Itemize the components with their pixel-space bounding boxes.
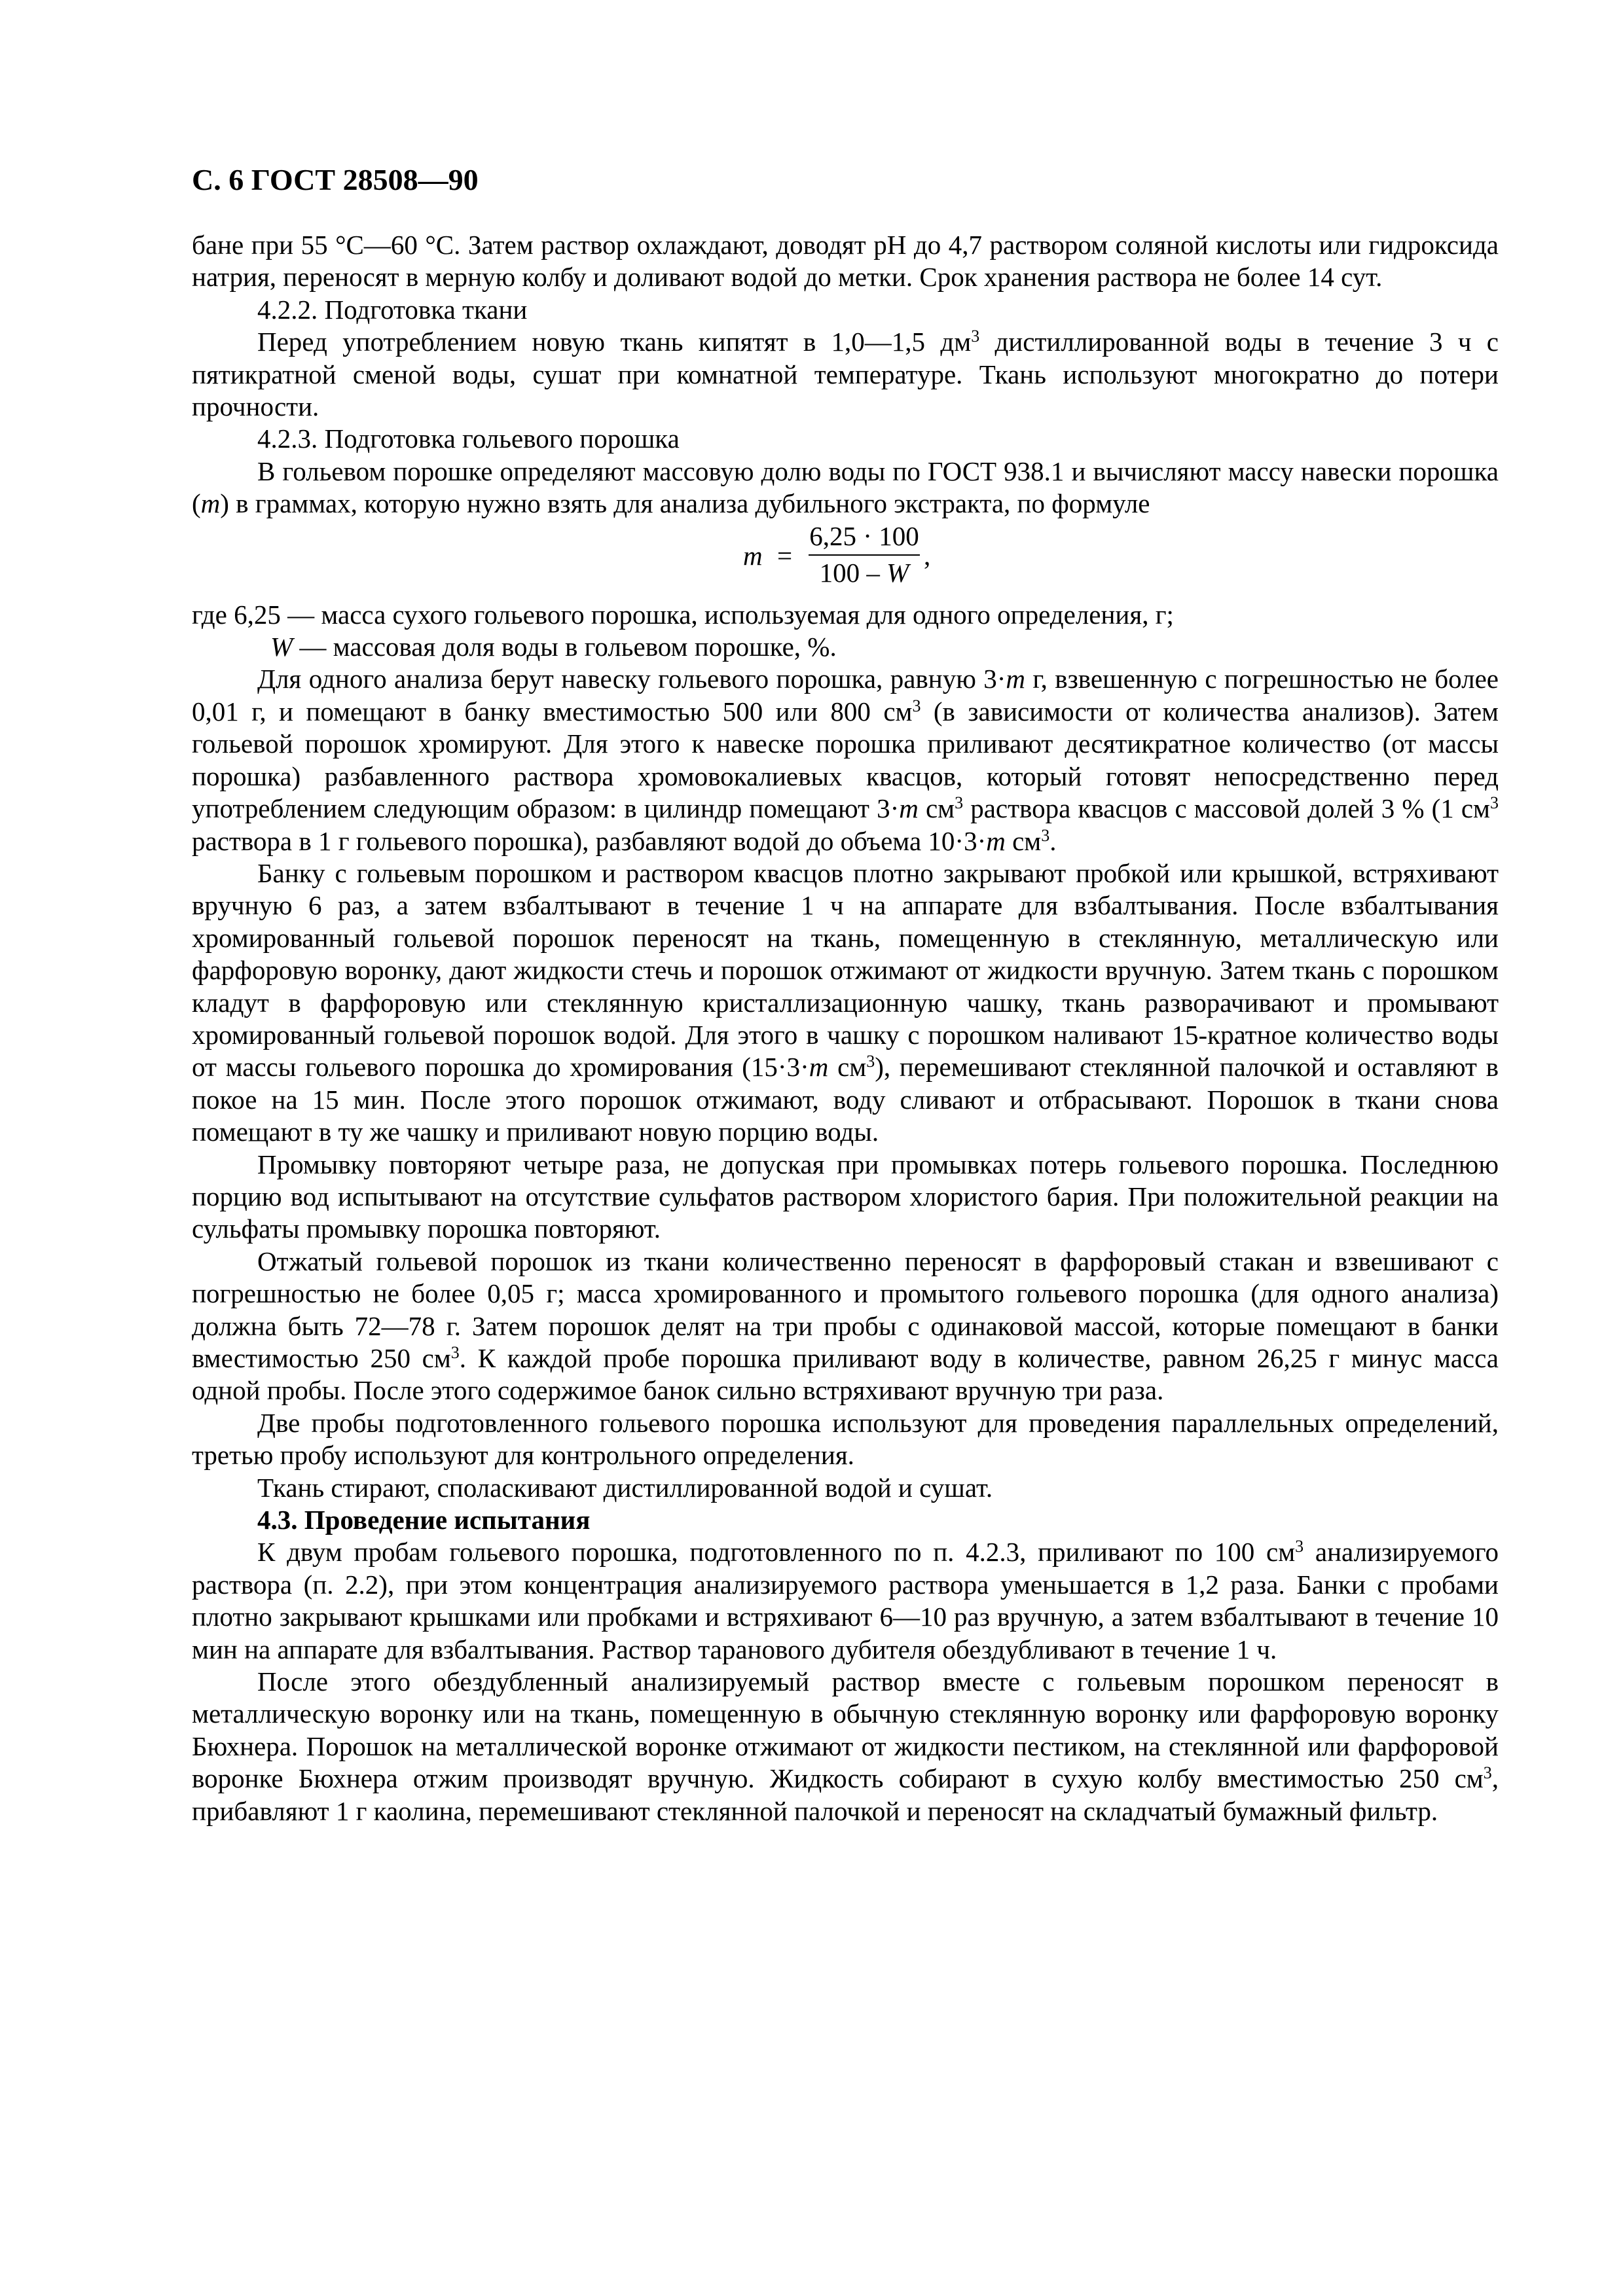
paragraph: В гольевом порошке определяют массовую долю воды по ГОСТ 938.1 и вычисляют массу навески порошка (m) в граммах, которую нужно взять для анализа дубильного экстракта, по формуле: [192, 456, 1499, 519]
formula-equals: =: [777, 540, 793, 571]
formula-explanation: где 6,25 — масса сухого гольевого порошка, используемая для одного определения, г;: [192, 599, 1174, 630]
subsection-heading: 4.2.3. Подготовка гольевого порошка: [257, 423, 680, 454]
paragraph: Банку с гольевым порошком и раствором квасцов плотно закрывают пробкой или крышкой, встряхивают вручную 6 раз, а затем взбалтывают в течение 1 ч на аппарате для взбалтывания. После взбалтывания хромированный гольевой порошок переносят на ткань, помещенную в стеклянную, металлическую или фарфоровую воронку, дают жидкости стечь и порошок отжимают от жидкости вручную. Затем ткань с порошком кладут в фарфоровую или стеклянную кристаллизационную чашку, ткань разворачивают и промывают хромированный гольевой порошок водой. Для этого в чашку с порошком наливают 15-кратное количество воды от массы гольевого порошка до хромирования (15·3·m $см^3$), перемешивают стеклянной палочкой и оставляют в покое на 15 мин. После этого порошок отжимают, воду сливают и отбрасывают. Порошок в ткани снова помещают в ту же чашку и приливают новую порцию воды.: [192, 857, 1499, 1147]
formula-lhs: m: [743, 540, 763, 571]
formula-explanation: W — массовая доля воды в гольевом порошке, %.: [270, 632, 837, 662]
formula-fraction: [809, 520, 920, 588]
subsection-heading: 4.2.2. Подготовка ткани: [257, 294, 528, 325]
paragraph: К двум пробам гольевого порошка, подготовленного по п. 4.2.3, приливают по 100 $см^3$ анализируемого раствора (п. 2.2), при этом концентрация анализируемого раствора уменьшается в 1,2 раза. Банки с пробами плотно закрывают крышками или пробками и встряхивают 6—10 раз вручную, а затем взбалтывают в течение 10 мин на аппарате для взбалтывания. Раствор таранового дубителя обездубливают в течение 1 ч.: [192, 1537, 1499, 1664]
paragraph: Отжатый гольевой порошок из ткани количественно переносят в фарфоровый стакан и взвешивают с погрешностью не более 0,05 г; масса хромированного и промытого гольевого порошка (для одного анализа) должна быть 72—78 г. Затем порошок делят на три пробы с одинаковой массой, которые помещают в банки вместимостью 250 $см^3$. К каждой пробе порошка приливают воду в количестве, равном 26,25 г минус масса одной пробы. После этого содержимое банок сильно встряхивают вручную три раза.: [192, 1246, 1499, 1406]
formula-comma: ,: [924, 540, 931, 571]
paragraph: Перед употреблением новую ткань кипятят в 1,0—1,5 $дм^3$ дистиллированной воды в течение 3 ч с пятикратной сменой воды, сушат при комнатной температуре. Ткань используют многократно до потери прочности.: [192, 327, 1499, 422]
paragraph: После этого обездубленный анализируемый раствор вместе с гольевым порошком переносят в металлическую воронку или на ткань, помещенную в обычную стеклянную воронку или фарфоровую воронку Бюхнера. Порошок на металлической воронке отжимают от жидкости пестиком, на стеклянной или фарфоровой воронке Бюхнера отжим производят вручную. Жидкость собирают в сухую колбу вместимостью 250 $см^3$, прибавляют 1 г каолина, перемешивают стеклянной палочкой и переносят на складчатый бумажный фильтр.: [192, 1666, 1499, 1826]
section-heading: 4.3. Проведение испытания: [257, 1505, 591, 1535]
formula-denominator: 100 – W: [819, 557, 909, 588]
page-header: С. 6 ГОСТ 28508—90: [192, 163, 479, 196]
document-body: [192, 229, 1499, 1827]
paragraph: Для одного анализа берут навеску гольевого порошка, равную 3·m г, взвешенную с погрешностью не более 0,01 г, и помещают в банку вместимостью 500 или 800 $см^3$ (в зависимости от количества анализов). Затем гольевой порошок хромируют. Для этого к навеске порошка приливают десятикратное количество (от массы порошка) разбавленного раствора хромовокалиевых квасцов, который готовят непосредственно перед употреблением следующим образом: в цилиндр помещают 3·m $см^3$ раствора квасцов с массовой долей 3 % (1 $см^3$ раствора в 1 г гольевого порошка), разбавляют водой до объема 10·3·m $см^3$.: [192, 664, 1499, 856]
paragraph: Ткань стирают, споласкивают дистиллированной водой и сушат.: [257, 1472, 993, 1503]
paragraph: бане при 55 °С—60 °С. Затем раствор охлаждают, доводят рН до 4,7 раствором соляной кислоты или гидроксида натрия, переносят в мерную колбу и доливают водой до метки. Срок хранения раствора не более 14 сут.: [192, 230, 1499, 293]
paragraph: Промывку повторяют четыре раза, не допуская при промывках потерь гольевого порошка. Последнюю порцию вод испытывают на отсутствие сульфатов раствором хлористого бария. При положительной реакции на сульфаты промывку порошка повторяют.: [192, 1149, 1499, 1244]
formula: [192, 520, 1499, 599]
formula-numerator: 6,25 · 100: [809, 520, 919, 551]
paragraph: Две пробы подготовленного гольевого порошка используют для проведения параллельных определений, третью пробу используют для контрольного определения.: [192, 1407, 1499, 1471]
